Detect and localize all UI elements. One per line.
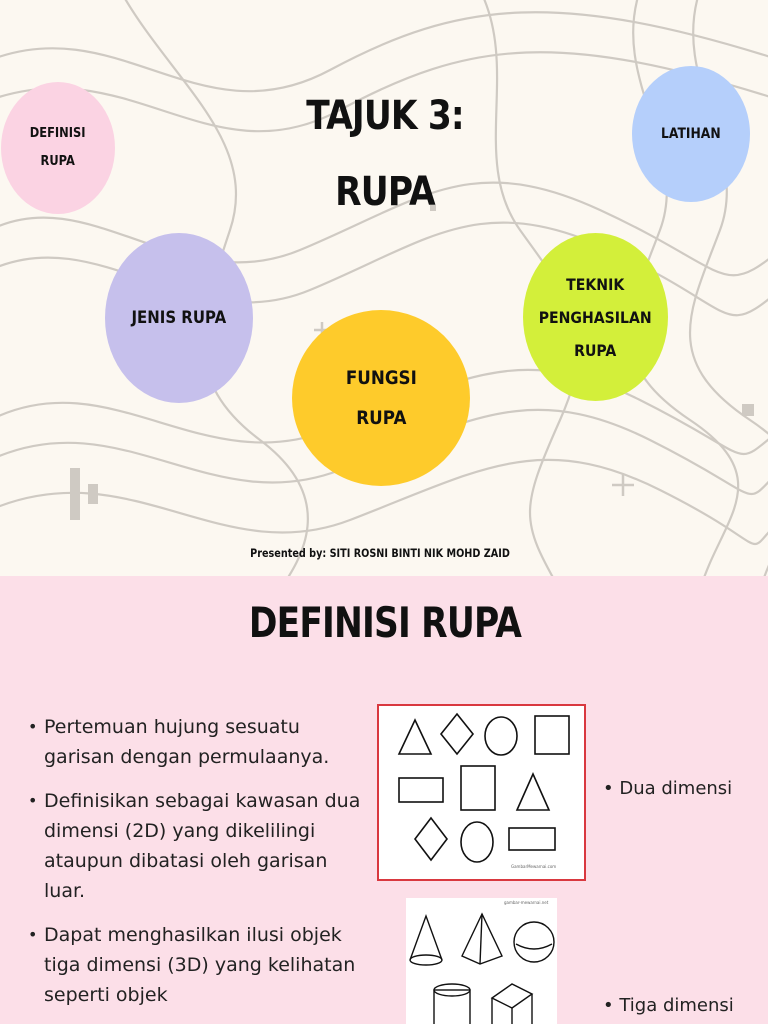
jenis-rupa-label: JENIS RUPA: [131, 308, 227, 328]
title-line-2: RUPA: [335, 169, 435, 215]
teknik-penghasilan-rupa-circle[interactable]: [523, 233, 668, 401]
2d-label: • Dua dimensi: [603, 778, 733, 799]
teknik-label-1: TEKNIK: [566, 274, 625, 294]
slide-title: [252, 78, 519, 230]
title-line-1: TAJUK 3:: [306, 93, 464, 139]
bullet-item: • Definisikan sebagai kawasan dua dimensi (2D) yang dikelilingi ataupun dibatasi oleh garisan luar.: [28, 786, 368, 906]
3d-image-caption: gambar-mewarnai.net: [504, 900, 549, 905]
teknik-label-3: RUPA: [574, 340, 617, 360]
bullet-item: • Dapat menghasilkan ilusi objek tiga dimensi (3D) yang kelihatan seperti objek: [28, 920, 368, 1010]
3d-shapes-image: [406, 898, 557, 1024]
bullet-item: • Pertemuan hujung sesuatu garisan dengan permulaanya.: [28, 712, 368, 772]
fungsi-label-2: RUPA: [355, 407, 407, 429]
definisi-rupa-slide: [0, 576, 768, 1024]
latihan-label: LATIHAN: [661, 126, 721, 142]
slide-heading: DEFINISI RUPA: [248, 598, 522, 647]
fungsi-label-1: FUNGSI: [345, 367, 417, 389]
2d-shapes-image: [377, 704, 586, 881]
latihan-circle[interactable]: [632, 66, 750, 202]
jenis-rupa-circle[interactable]: [105, 233, 253, 403]
definisi-rupa-circle[interactable]: [1, 82, 115, 214]
definisi-label-1: DEFINISI: [30, 126, 86, 141]
definition-bullets: [28, 712, 368, 1024]
presenter-credit: Presented by: SITI ROSNI BINTI NIK MOHD ZAID: [250, 546, 510, 560]
fungsi-rupa-circle[interactable]: [292, 310, 470, 486]
definisi-label-2: RUPA: [40, 154, 76, 169]
3d-label: • Tiga dimensi: [603, 995, 734, 1016]
2d-image-caption: GambarMewarnai.com: [511, 864, 557, 869]
teknik-label-2: PENGHASILAN: [539, 307, 652, 327]
